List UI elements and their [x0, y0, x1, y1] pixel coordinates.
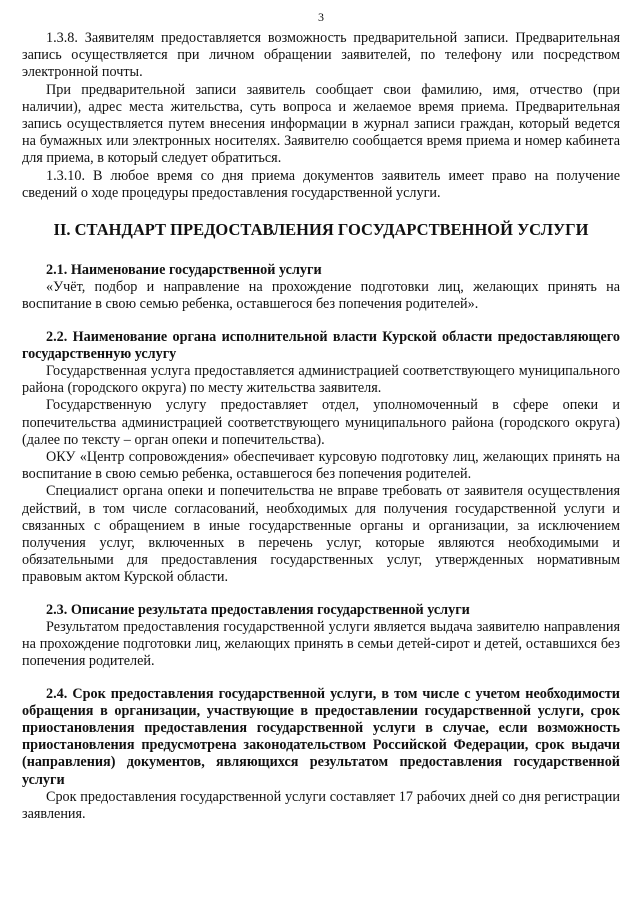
heading-2-2: 2.2. Наименование органа исполнительной власти Курской области предоставляющего государственную услугу [22, 328, 620, 362]
page-number: 3 [318, 10, 324, 24]
paragraph-1-3-10: 1.3.10. В любое время со дня приема документов заявитель имеет право на получение сведений о ходе процедуры предоставления государственной услуги. [22, 167, 620, 201]
document-page [22, 10, 620, 823]
paragraph-2-1-text: «Учёт, подбор и направление на прохождение подготовки лиц, желающих принять на воспитание в свою семью ребенка, оставшегося без попечения родителей». [22, 279, 620, 313]
heading-2-1: 2.1. Наименование государственной услуги [46, 262, 322, 279]
paragraph-2-2-p3: ОКУ «Центр сопровождения» обеспечивает курсовую подготовку лиц, желающих принять на воспитание в свою семью ребенка, оставшегося без попечения родителей. [22, 449, 620, 483]
paragraph-2-2-p2: Государственную услугу предоставляет отдел, уполномоченный в сфере опеки и попечительства администрацией соответствующего муниципального района (городского округа) (далее по тексту – орган опеки и попечительства). [22, 397, 620, 448]
paragraph-preliminary-record: При предварительной записи заявитель сообщает свои фамилию, имя, отчество (при наличии), адрес места жительства, суть вопроса и желаемое время приема. Предварительная запись осуществляется путем внесения информации в журнал записи граждан, который ведется на бумажных или электронных носителях. Заявителю сообщается время приема и номер кабинета для приема, в который следует обратиться. [22, 81, 620, 167]
paragraph-2-3-text: Результатом предоставления государственной услуги является выдача заявителю направления на прохождение подготовки лиц, желающих принять в семьи детей-сирот и детей, оставшихся без попечения родителей. [22, 618, 620, 670]
paragraph-1-3-8: 1.3.8. Заявителям предоставляется возможность предварительной записи. Предварительная запись осуществляется при личном обращении заявителей, по телефону или посредством электронной почты. [22, 30, 620, 81]
section-title: II. СТАНДАРТ ПРЕДОСТАВЛЕНИЯ ГОСУДАРСТВЕННОЙ УСЛУГИ [53, 220, 589, 240]
paragraph-2-2-p4: Специалист органа опеки и попечительства не вправе требовать от заявителя осуществления действий, в том числе согласований, необходимых для получения государственной услуги и связанных с обращением в иные государственные органы и организации, за исключением получения услуг, включенных в перечень услуг, которые являются необходимыми и обязательными для предоставления государственных услуг, утвержденных нормативным правовым актом Курской области. [22, 483, 620, 586]
heading-2-4: 2.4. Срок предоставления государственной услуги, в том числе с учетом необходимости обращения в организации, участвующие в предоставлении государственной услуги, срок приостановления предоставления государственной услуги в случае, если возможность приостановления предусмотрена законодательством Российской Федерации, срок выдачи (направления) документов, являющихся результатом предоставления государственной услуги [22, 685, 620, 788]
heading-2-3: 2.3. Описание результата предоставления государственной услуги [46, 601, 470, 618]
paragraph-2-2-p1: Государственная услуга предоставляется администрацией соответствующего муниципального района (городского округа) по месту жительства заявителя. [22, 363, 620, 397]
paragraph-2-4-text: Срок предоставления государственной услуги составляет 17 рабочих дней со дня регистрации заявления. [22, 788, 620, 822]
